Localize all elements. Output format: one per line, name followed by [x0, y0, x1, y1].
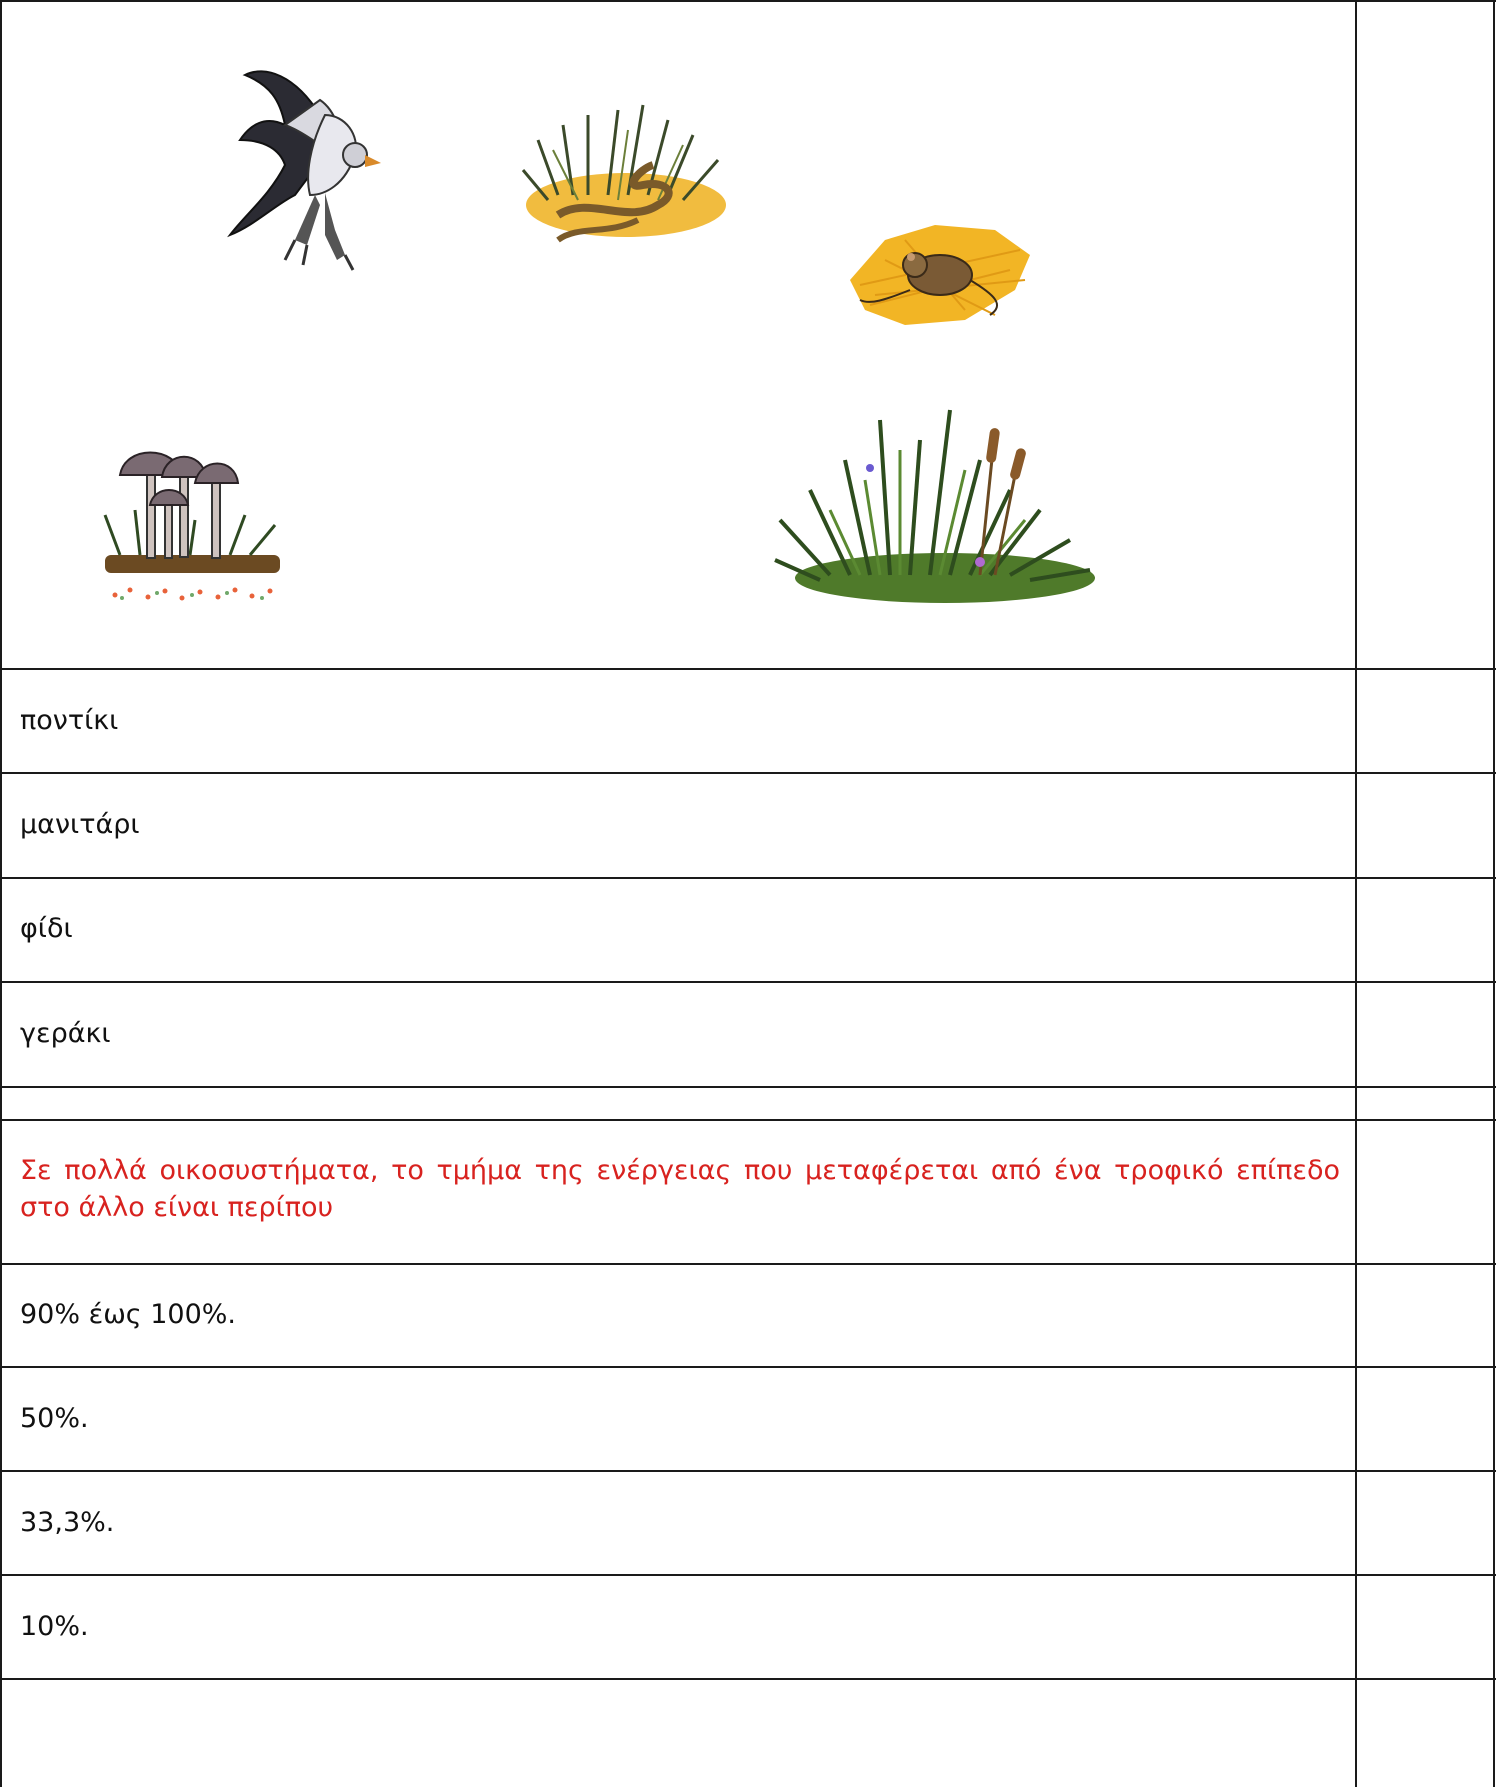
row-border: [0, 0, 1496, 2]
row-label-mouse: ποντίκι: [20, 705, 119, 736]
row-border: [0, 981, 1496, 983]
mushrooms-illustration: [100, 435, 285, 610]
col-border: [0, 0, 2, 1787]
option-3: 33,3%.: [20, 1507, 115, 1538]
row-border: [0, 1366, 1496, 1368]
row-label-mushroom: μανιτάρι: [20, 809, 140, 840]
option-1: 90% έως 100%.: [20, 1299, 236, 1330]
row-border: [0, 1470, 1496, 1472]
grass-and-cattails-illustration: [770, 400, 1110, 610]
row-border: [0, 1263, 1496, 1265]
row-border: [0, 1574, 1496, 1576]
row-border: [0, 1119, 1496, 1121]
snake-in-grass-illustration: [518, 100, 733, 255]
row-border: [0, 1086, 1496, 1088]
col-border: [1355, 0, 1357, 1787]
row-label-hawk: γεράκι: [20, 1018, 111, 1049]
col-border: [1493, 0, 1495, 1787]
question-text: Σε πολλά οικοσυστήματα, το τμήμα της ενέργειας που μεταφέρεται από ένα τροφικό επίπεδο στο άλλο είναι περίπου: [20, 1155, 1340, 1223]
row-border: [0, 668, 1496, 670]
row-border: [0, 1678, 1496, 1680]
row-border: [0, 877, 1496, 879]
option-2: 50%.: [20, 1403, 89, 1434]
mouse-on-straw-illustration: [845, 210, 1035, 340]
row-label-snake: φίδι: [20, 913, 73, 944]
row-border: [0, 772, 1496, 774]
hawk-illustration: [225, 55, 395, 285]
option-4: 10%.: [20, 1611, 89, 1642]
